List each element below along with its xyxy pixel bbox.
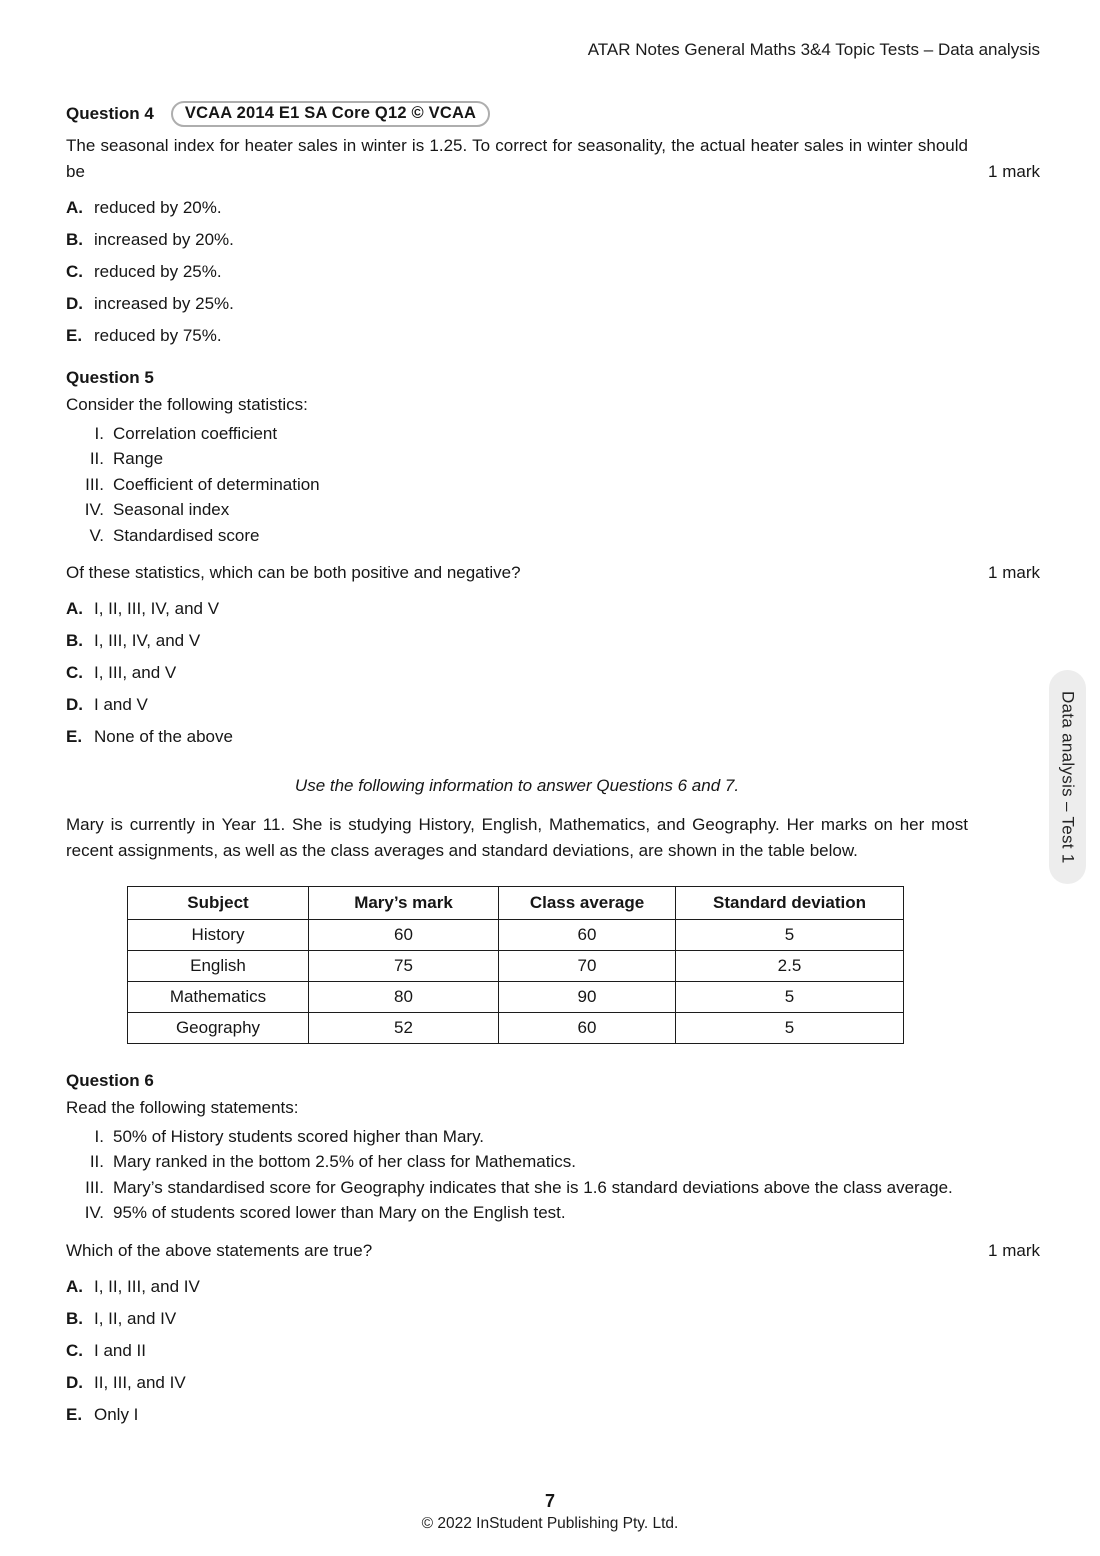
option-text: increased by 25%.: [94, 294, 234, 313]
option-text: increased by 20%.: [94, 230, 234, 249]
option-letter: B.: [66, 230, 83, 249]
list-item-numeral: III.: [85, 474, 104, 494]
question5-heading: [66, 368, 1040, 388]
answer-option: [66, 695, 1040, 714]
answer-option: [66, 262, 1040, 281]
list-item-numeral: II.: [89, 449, 104, 469]
option-text: Only I: [94, 1404, 139, 1424]
option-letter: D.: [66, 294, 83, 313]
question5-marks: 1 mark: [988, 563, 1040, 583]
option-letter: B.: [66, 1308, 83, 1328]
list-item-numeral: IV.: [84, 1203, 104, 1223]
answer-option: [66, 1277, 1040, 1296]
list-item-numeral: I.: [94, 1127, 104, 1147]
option-text: I and II: [94, 1340, 146, 1360]
question6-heading: [66, 1071, 1040, 1091]
question5-statistics-list: [66, 421, 1040, 548]
page-header-title: ATAR Notes General Maths 3&4 Topic Tests – Data analysis: [587, 40, 1040, 59]
cell-mark: 60: [309, 920, 499, 951]
option-text: I, III, and V: [94, 663, 177, 683]
cell-mark: 75: [309, 951, 499, 982]
answer-option: [66, 230, 1040, 249]
option-letter: D.: [66, 695, 83, 715]
question6-question-line: [66, 1237, 1040, 1264]
list-item-text: 95% of students scored lower than Mary on the English test.: [113, 1203, 566, 1223]
question6-label: Question 6: [66, 1071, 154, 1091]
list-item-text: Seasonal index: [113, 500, 230, 520]
cell-mark: 80: [309, 982, 499, 1013]
table-row: [128, 920, 904, 951]
list-item-numeral: III.: [85, 1177, 104, 1197]
table-row: [128, 1013, 904, 1044]
cell-sd: 2.5: [676, 951, 904, 982]
list-item-text: Coefficient of determination: [113, 474, 320, 494]
option-text: I, III, IV, and V: [94, 631, 201, 651]
cell-sd: 5: [676, 920, 904, 951]
option-letter: A.: [66, 1276, 83, 1296]
option-text: I and V: [94, 695, 148, 715]
question6-question: Which of the above statements are true?: [66, 1240, 373, 1260]
question4-label: Question 4: [66, 104, 154, 123]
option-letter: C.: [66, 262, 83, 281]
question6-intro: Read the following statements:: [66, 1098, 299, 1118]
option-text: reduced by 75%.: [94, 326, 222, 345]
marks-table-head: [128, 887, 904, 920]
option-letter: C.: [66, 663, 83, 683]
option-text: II, III, and IV: [94, 1372, 186, 1392]
question6-marks: 1 mark: [988, 1240, 1040, 1260]
header-standard-deviation: Standard deviation: [676, 887, 904, 920]
list-item: [66, 446, 1040, 471]
cell-sd: 5: [676, 982, 904, 1013]
cell-average: 60: [499, 920, 676, 951]
list-item-text: Mary ranked in the bottom 2.5% of her class for Mathematics.: [113, 1152, 576, 1172]
list-item-numeral: V.: [89, 525, 104, 545]
section-tab: [1049, 670, 1086, 884]
table-header-row: [128, 887, 904, 920]
question4-options: [66, 198, 1040, 345]
page-number: 7: [544, 1491, 555, 1511]
answer-option: [66, 294, 1040, 313]
section-tab-label: Data analysis – Test 1: [1058, 690, 1078, 864]
option-letter: B.: [66, 631, 83, 651]
list-item: [66, 1200, 1040, 1225]
option-text: reduced by 20%.: [94, 198, 222, 217]
question4-prompt: The seasonal index for heater sales in winter is 1.25. To correct for seasonality, the actual heater sales in winter should be: [66, 136, 968, 181]
option-letter: E.: [66, 727, 83, 747]
question5-intro: Consider the following statistics:: [66, 395, 308, 414]
list-item-numeral: IV.: [84, 500, 104, 520]
option-letter: E.: [66, 326, 83, 345]
list-item-text: Standardised score: [113, 525, 260, 545]
option-letter: A.: [66, 599, 83, 619]
header-class-average: Class average: [499, 887, 676, 920]
list-item-text: Mary’s standardised score for Geography indicates that she is 1.6 standard deviations above the class average.: [113, 1177, 953, 1197]
question4-heading: [66, 101, 1040, 127]
option-letter: C.: [66, 1340, 83, 1360]
cell-subject: Mathematics: [128, 982, 309, 1013]
option-text: I, II, III, IV, and V: [94, 599, 220, 619]
answer-option: [66, 663, 1040, 682]
answer-option: [66, 1373, 1040, 1392]
question5-question: Of these statistics, which can be both positive and negative?: [66, 563, 521, 583]
cell-average: 70: [499, 951, 676, 982]
page-footer: [0, 1491, 1100, 1533]
list-item: [66, 1175, 1040, 1200]
copyright-line: © 2022 InStudent Publishing Pty. Ltd.: [421, 1515, 679, 1532]
question5-question-line: [66, 559, 1040, 586]
option-text: None of the above: [94, 727, 233, 747]
option-text: reduced by 25%.: [94, 262, 222, 281]
cell-average: 60: [499, 1013, 676, 1044]
list-item-text: 50% of History students scored higher than Mary.: [113, 1127, 485, 1147]
info-note: Use the following information to answer Questions 6 and 7.: [294, 776, 740, 796]
option-text: I, II, and IV: [94, 1308, 177, 1328]
list-item-numeral: I.: [94, 424, 104, 443]
question4-prompt-block: [66, 133, 1040, 185]
cell-mark: 52: [309, 1013, 499, 1044]
cell-subject: History: [128, 920, 309, 951]
question5-label: Question 5: [66, 368, 154, 387]
header-marys-mark: Mary’s mark: [309, 887, 499, 920]
marks-table: [127, 886, 904, 1044]
answer-option: [66, 198, 1040, 217]
answer-option: [66, 1405, 1040, 1424]
list-item: [66, 421, 1040, 446]
list-item: [66, 1149, 1040, 1174]
question5-options: [66, 599, 1040, 746]
question6-options: [66, 1277, 1040, 1424]
cell-sd: 5: [676, 1013, 904, 1044]
option-letter: E.: [66, 1404, 83, 1424]
cell-average: 90: [499, 982, 676, 1013]
option-text: I, II, III, and IV: [94, 1276, 200, 1296]
table-row: [128, 951, 904, 982]
list-item: [66, 1124, 1040, 1149]
table-row: [128, 982, 904, 1013]
option-letter: A.: [66, 198, 83, 217]
marks-table-body: [128, 920, 904, 1044]
list-item-text: Range: [113, 449, 164, 469]
answer-option: [66, 1309, 1040, 1328]
cell-subject: English: [128, 951, 309, 982]
question6-statements-list: [66, 1124, 1040, 1226]
header-subject: Subject: [128, 887, 309, 920]
answer-option: [66, 326, 1040, 345]
cell-subject: Geography: [128, 1013, 309, 1044]
list-item: [66, 523, 1040, 548]
passage: Mary is currently in Year 11. She is studying History, English, Mathematics, and Geography. Her marks on her most recent assignments, as well as the class averages and standard deviations, are shown in the table below.: [66, 815, 968, 861]
answer-option: [66, 727, 1040, 746]
option-letter: D.: [66, 1372, 83, 1392]
answer-option: [66, 599, 1040, 618]
question4-source-badge: VCAA 2014 E1 SA Core Q12 © VCAA: [171, 101, 490, 127]
answer-option: [66, 1341, 1040, 1360]
answer-option: [66, 631, 1040, 650]
list-item-text: Correlation coefficient: [113, 424, 278, 443]
question4-marks: 1 mark: [988, 162, 1040, 181]
list-item: [66, 472, 1040, 497]
list-item: [66, 497, 1040, 522]
list-item-numeral: II.: [89, 1152, 104, 1172]
